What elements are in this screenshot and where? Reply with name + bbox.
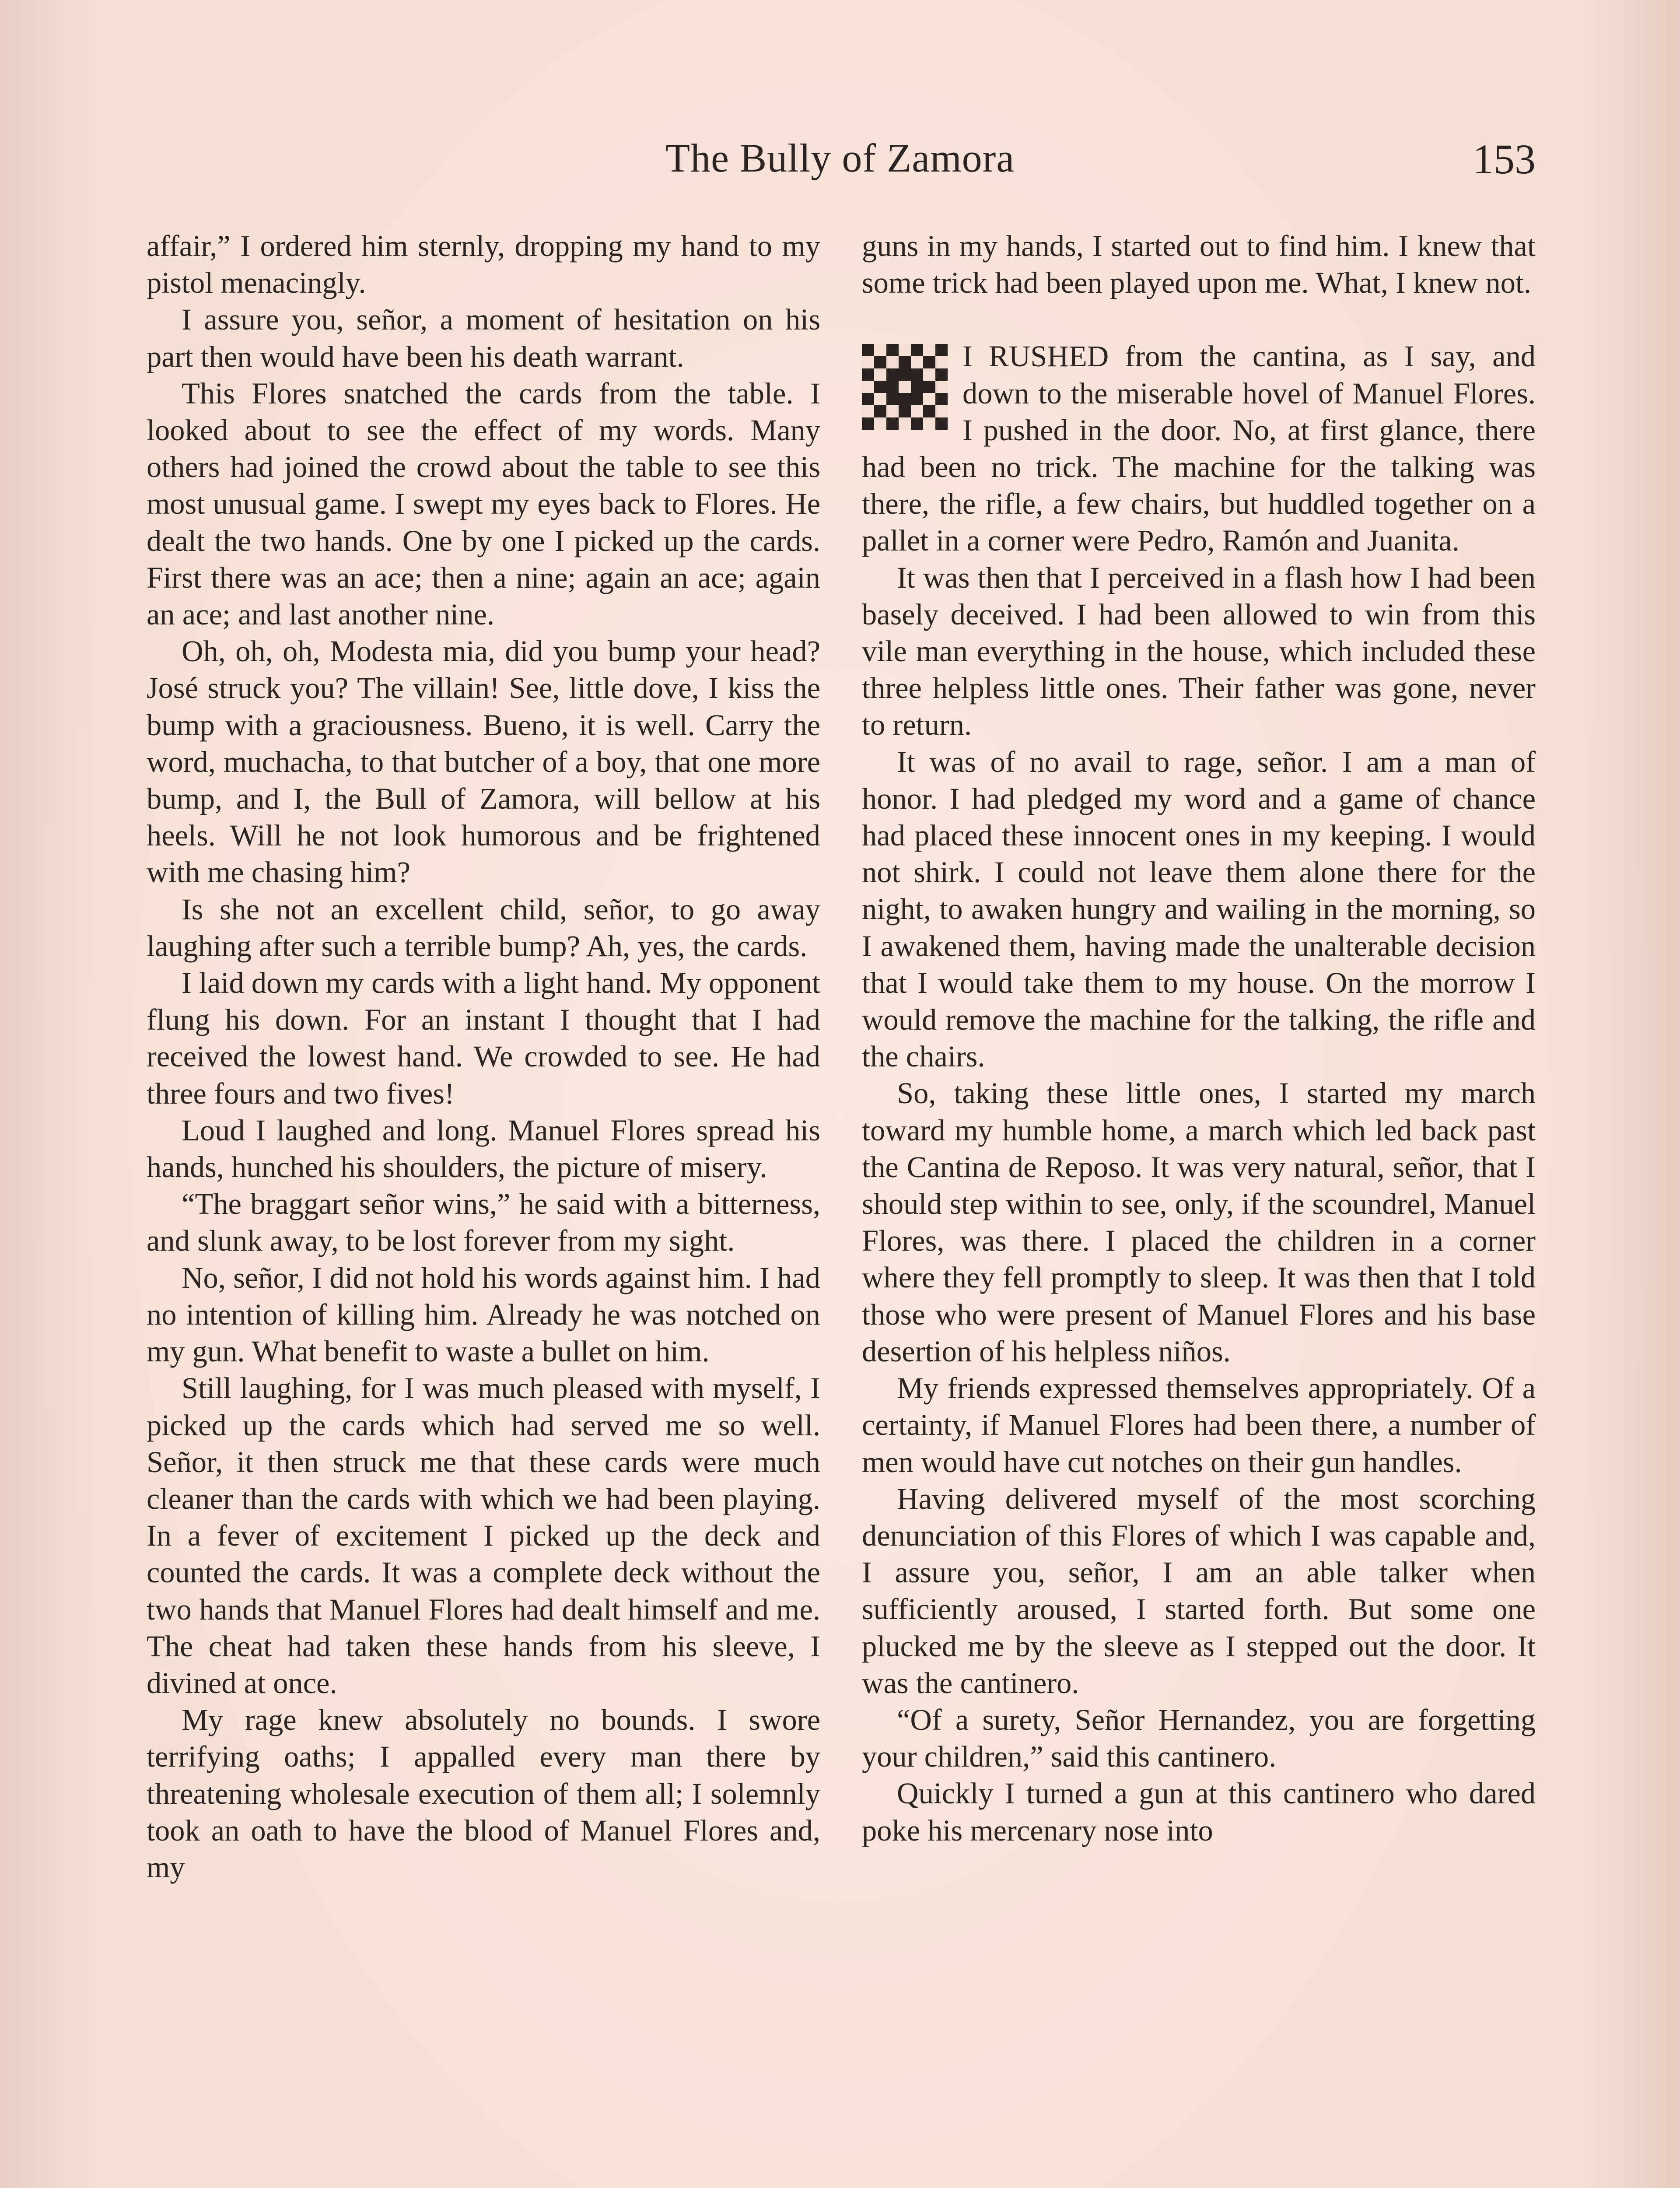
ornamental-initial-icon — [862, 344, 948, 430]
paragraph: My friends expressed themselves appropriately. Of a certainty, if Manuel Flores had been there, a number of men would have cut notches on their gun handles. — [862, 1371, 1536, 1479]
paragraph: affair,” I ordered him sternly, dropping my hand to my pistol menacingly. — [147, 229, 820, 300]
dropcap-paragraph — [862, 338, 1536, 559]
dropcap-paragraph-text: I RUSHED from the cantina, as I say, and down to the miserable hovel of Manuel Flores. I pushed in the door. No, at first glance, there had been no trick. The machine for the talking was there, the rifle, a few chairs, but huddled together on a pallet in a corner were Pedro, Ramón and Juanita. — [862, 340, 1536, 558]
paragraph: Loud I laughed and long. Manuel Flores spread his hands, hunched his shoulders, the picture of misery. — [147, 1113, 820, 1184]
paragraph: This Flores snatched the cards from the table. I looked about to see the effect of my words. Many others had joined the crowd about the table to see this most unusual game. I swept my eyes back to Flores. He dealt the two hands. One by one I picked up the cards. First there was an ace; then a nine; again an ace; again an ace; and last another nine. — [147, 376, 820, 631]
right-column — [862, 228, 1536, 2188]
left-column — [147, 228, 820, 2188]
paragraph: Oh, oh, oh, Modesta mia, did you bump your head? José struck you? The villain! See, little dove, I kiss the bump with a graciousness. Bueno, it is well. Carry the word, muchacha, to that butcher of a boy, that one more bump, and I, the Bull of Zamora, will bellow at his heels. Will he not look humorous and be frightened with me chasing him? — [147, 635, 820, 889]
paragraph: Quickly I turned a gun at this cantinero who dared poke his mercenary nose into — [862, 1777, 1536, 1847]
paragraph: guns in my hands, I started out to find him. I knew that some trick had been played upon me. What, I knew not. — [862, 229, 1536, 300]
paragraph: I laid down my cards with a light hand. My opponent flung his down. For an instant I thought that I had received the lowest hand. We crowded to see. He had three fours and two fives! — [147, 966, 820, 1110]
running-title: The Bully of Zamora — [665, 136, 1015, 180]
paragraph: Still laughing, for I was much pleased with myself, I picked up the cards which had served me so well. Señor, it then struck me that these cards were much cleaner than the cards with which we had been playing. In a fever of excitement I picked up the deck and counted the cards. It was a complete deck without the two hands that Manuel Flores had dealt himself and me. The cheat had taken these hands from his sleeve, I divined at once. — [147, 1371, 820, 1700]
paragraph: “Of a surety, Señor Hernandez, you are forgetting your children,” said this cantinero. — [862, 1703, 1536, 1774]
paragraph: It was then that I perceived in a flash how I had been basely deceived. I had been allowed to win from this vile man everything in the house, which included these three helpless little ones. Their father was gone, never to return. — [862, 561, 1536, 742]
page-number: 153 — [1473, 136, 1536, 182]
paragraph: It was of no avail to rage, señor. I am a man of honor. I had pledged my word and a game of chance had placed these innocent ones in my keeping. I would not shirk. I could not leave them alone there for the night, to awaken hungry and wailing in the morning, so I awakened them, having made the unalterable decision that I would take them to my house. On the morrow I would remove the machine for the talking, the rifle and the chairs. — [862, 745, 1536, 1073]
page-header — [144, 127, 1536, 197]
paragraph: No, señor, I did not hold his words against him. I had no intention of killing him. Already he was notched on my gun. What benefit to waste a bullet on him. — [147, 1261, 820, 1368]
paragraph: Having delivered myself of the most scorching denunciation of this Flores of which I was capable and, I assure you, señor, I am an able talker when sufficiently aroused, I started forth. But some one plucked me by the sleeve as I stepped out the door. It was the cantinero. — [862, 1482, 1536, 1700]
paragraph: So, taking these little ones, I started my march toward my humble home, a march which led back past the Cantina de Reposo. It was very natural, señor, that I should step within to see, only, if the scoundrel, Manuel Flores, was there. I placed the children in a corner where they fell promptly to sleep. It was then that I told those who were present of Manuel Flores and his base desertion of his helpless niños. — [862, 1076, 1536, 1368]
paragraph: My rage knew absolutely no bounds. I swore terrifying oaths; I appalled every man there by threatening wholesale execution of them all; I solemnly took an oath to have the blood of Manuel Flores and, my — [147, 1703, 820, 1884]
paragraph: I assure you, señor, a moment of hesitation on his part then would have been his death warrant. — [147, 303, 820, 373]
paragraph: Is she not an excellent child, señor, to go away laughing after such a terrible bump? Ah, yes, the cards. — [147, 892, 820, 963]
paragraph: “The braggart señor wins,” he said with a bitterness, and slunk away, to be lost forever from my sight. — [147, 1187, 820, 1258]
